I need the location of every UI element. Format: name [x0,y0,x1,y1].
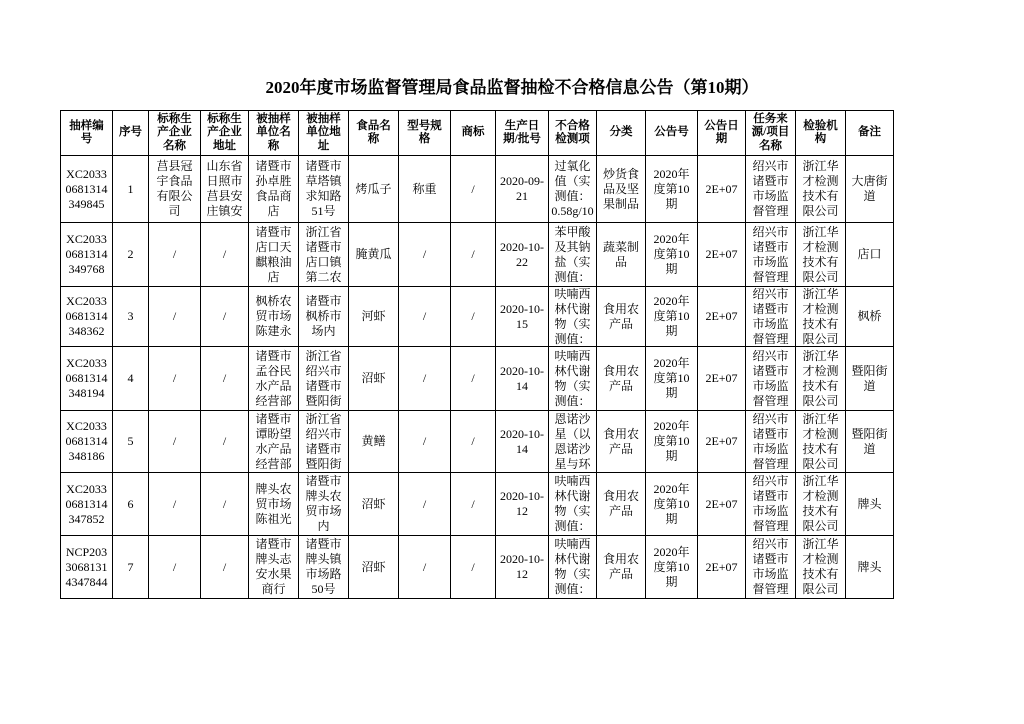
cell-category: 食用农产品 [597,473,646,536]
cell-seq: 3 [113,287,149,347]
cell-sampled-unit-name: 诸暨市店口天麒粮油店 [249,223,299,287]
cell-producer-address: / [201,411,249,473]
cell-task-source: 绍兴市诸暨市市场监督管理 [746,473,796,536]
cell-seq: 1 [113,156,149,223]
cell-failed-item: 恩诺沙星（以恩诺沙星与环 [549,411,597,473]
cell-failed-item: 呋喃西林代谢物（实测值： [549,287,597,347]
cell-inspection-agency: 浙江华才检测技术有限公司 [796,411,846,473]
cell-inspection-agency: 浙江华才检测技术有限公司 [796,536,846,599]
cell-trademark: / [451,156,496,223]
cell-notice-date: 2E+07 [698,347,746,411]
cell-sampled-unit-name: 牌头农贸市场陈祖光 [249,473,299,536]
cell-trademark: / [451,536,496,599]
header-remarks: 备注 [846,111,894,156]
cell-producer-address: 山东省日照市莒县安庄镇安 [201,156,249,223]
header-sampled-unit-name: 被抽样单位名称 [249,111,299,156]
cell-producer-address: / [201,473,249,536]
cell-producer-address: / [201,223,249,287]
cell-sample-id: XC20330681314348186 [61,411,113,473]
cell-category: 食用农产品 [597,536,646,599]
cell-sample-id: XC20330681314348362 [61,287,113,347]
cell-notice-no: 2020年度第10期 [646,287,698,347]
cell-notice-date: 2E+07 [698,473,746,536]
cell-category: 蔬菜制品 [597,223,646,287]
cell-inspection-agency: 浙江华才检测技术有限公司 [796,156,846,223]
cell-failed-item: 呋喃西林代谢物（实测值： [549,536,597,599]
header-failed-item: 不合格检测项 [549,111,597,156]
cell-inspection-agency: 浙江华才检测技术有限公司 [796,223,846,287]
cell-spec: / [399,536,451,599]
cell-trademark: / [451,223,496,287]
cell-production-date: 2020-10-15 [496,287,549,347]
cell-notice-date: 2E+07 [698,156,746,223]
cell-production-date: 2020-10-14 [496,411,549,473]
cell-producer-name: / [149,411,201,473]
cell-remarks: 店口 [846,223,894,287]
header-notice-no: 公告号 [646,111,698,156]
cell-seq: 7 [113,536,149,599]
cell-food-name: 沼虾 [349,473,399,536]
page-title: 2020年度市场监督管理局食品监督抽检不合格信息公告（第10期） [265,78,759,97]
cell-failed-item: 呋喃西林代谢物（实测值： [549,347,597,411]
cell-remarks: 暨阳街道 [846,347,894,411]
header-sampled-unit-address: 被抽样单位地址 [299,111,349,156]
cell-spec: / [399,473,451,536]
cell-food-name: 河虾 [349,287,399,347]
cell-task-source: 绍兴市诸暨市市场监督管理 [746,347,796,411]
cell-sampled-unit-address: 诸暨市牌头农贸市场内 [299,473,349,536]
cell-sampled-unit-address: 浙江省绍兴市诸暨市暨阳街 [299,411,349,473]
cell-category: 炒货食品及坚果制品 [597,156,646,223]
cell-sampled-unit-name: 诸暨市牌头志安水果商行 [249,536,299,599]
cell-producer-name: / [149,347,201,411]
cell-task-source: 绍兴市诸暨市市场监督管理 [746,287,796,347]
cell-spec: / [399,411,451,473]
cell-sampled-unit-name: 诸暨市谭盼望水产品经营部 [249,411,299,473]
cell-failed-item: 呋喃西林代谢物（实测值： [549,473,597,536]
cell-producer-name: / [149,287,201,347]
cell-producer-address: / [201,287,249,347]
cell-category: 食用农产品 [597,287,646,347]
header-trademark: 商标 [451,111,496,156]
cell-sample-id: NCP20330681314347844 [61,536,113,599]
header-producer-name: 标称生产企业名称 [149,111,201,156]
cell-seq: 4 [113,347,149,411]
header-production-date: 生产日期/批号 [496,111,549,156]
cell-sampled-unit-name: 诸暨市孟谷民水产品经营部 [249,347,299,411]
cell-notice-no: 2020年度第10期 [646,411,698,473]
cell-remarks: 牌头 [846,536,894,599]
cell-spec: 称重 [399,156,451,223]
cell-trademark: / [451,411,496,473]
header-sample-id: 抽样编号 [61,111,113,156]
cell-production-date: 2020-09-21 [496,156,549,223]
header-task-source: 任务来源/项目名称 [746,111,796,156]
header-food-name: 食品名称 [349,111,399,156]
cell-food-name: 沼虾 [349,536,399,599]
cell-production-date: 2020-10-12 [496,536,549,599]
cell-remarks: 枫桥 [846,287,894,347]
cell-task-source: 绍兴市诸暨市市场监督管理 [746,536,796,599]
header-inspection-agency: 检验机构 [796,111,846,156]
cell-production-date: 2020-10-14 [496,347,549,411]
cell-spec: / [399,223,451,287]
header-spec: 型号规格 [399,111,451,156]
cell-task-source: 绍兴市诸暨市市场监督管理 [746,156,796,223]
cell-remarks: 大唐街道 [846,156,894,223]
cell-notice-no: 2020年度第10期 [646,347,698,411]
cell-sampled-unit-address: 诸暨市草塔镇求知路51号 [299,156,349,223]
cell-food-name: 黄鳝 [349,411,399,473]
header-producer-address: 标称生产企业地址 [201,111,249,156]
cell-spec: / [399,347,451,411]
cell-category: 食用农产品 [597,347,646,411]
cell-seq: 6 [113,473,149,536]
cell-sampled-unit-name: 枫桥农贸市场陈建永 [249,287,299,347]
cell-food-name: 沼虾 [349,347,399,411]
cell-sampled-unit-address: 浙江省绍兴市诸暨市暨阳街 [299,347,349,411]
cell-food-name: 腌黄瓜 [349,223,399,287]
cell-notice-no: 2020年度第10期 [646,473,698,536]
cell-remarks: 牌头 [846,473,894,536]
cell-notice-date: 2E+07 [698,287,746,347]
cell-trademark: / [451,473,496,536]
header-category: 分类 [597,111,646,156]
inspection-table [60,110,894,599]
cell-inspection-agency: 浙江华才检测技术有限公司 [796,473,846,536]
cell-producer-name: / [149,536,201,599]
cell-producer-address: / [201,347,249,411]
cell-notice-date: 2E+07 [698,411,746,473]
cell-producer-name: / [149,223,201,287]
cell-notice-date: 2E+07 [698,536,746,599]
cell-failed-item: 苯甲酸及其钠盐（实测值： [549,223,597,287]
cell-producer-address: / [201,536,249,599]
cell-notice-date: 2E+07 [698,223,746,287]
cell-notice-no: 2020年度第10期 [646,536,698,599]
cell-seq: 2 [113,223,149,287]
cell-food-name: 烤瓜子 [349,156,399,223]
cell-sample-id: XC20330681314347852 [61,473,113,536]
cell-task-source: 绍兴市诸暨市市场监督管理 [746,223,796,287]
cell-producer-name: / [149,473,201,536]
header-seq: 序号 [113,111,149,156]
cell-spec: / [399,287,451,347]
header-notice-date: 公告日期 [698,111,746,156]
cell-sample-id: XC20330681314349768 [61,223,113,287]
cell-notice-no: 2020年度第10期 [646,223,698,287]
cell-sampled-unit-address: 诸暨市牌头镇市场路50号 [299,536,349,599]
cell-sampled-unit-name: 诸暨市孙卓胜食品商店 [249,156,299,223]
cell-notice-no: 2020年度第10期 [646,156,698,223]
cell-sampled-unit-address: 浙江省诸暨市店口镇第二农 [299,223,349,287]
cell-failed-item: 过氧化值（实测值：0.58g/10 [549,156,597,223]
cell-category: 食用农产品 [597,411,646,473]
cell-sampled-unit-address: 诸暨市枫桥市场内 [299,287,349,347]
cell-seq: 5 [113,411,149,473]
cell-inspection-agency: 浙江华才检测技术有限公司 [796,347,846,411]
cell-production-date: 2020-10-12 [496,473,549,536]
cell-sample-id: XC20330681314348194 [61,347,113,411]
cell-sample-id: XC20330681314349845 [61,156,113,223]
cell-inspection-agency: 浙江华才检测技术有限公司 [796,287,846,347]
cell-producer-name: 莒县冠宇食品有限公司 [149,156,201,223]
cell-trademark: / [451,347,496,411]
cell-trademark: / [451,287,496,347]
cell-remarks: 暨阳街道 [846,411,894,473]
cell-production-date: 2020-10-22 [496,223,549,287]
cell-task-source: 绍兴市诸暨市市场监督管理 [746,411,796,473]
